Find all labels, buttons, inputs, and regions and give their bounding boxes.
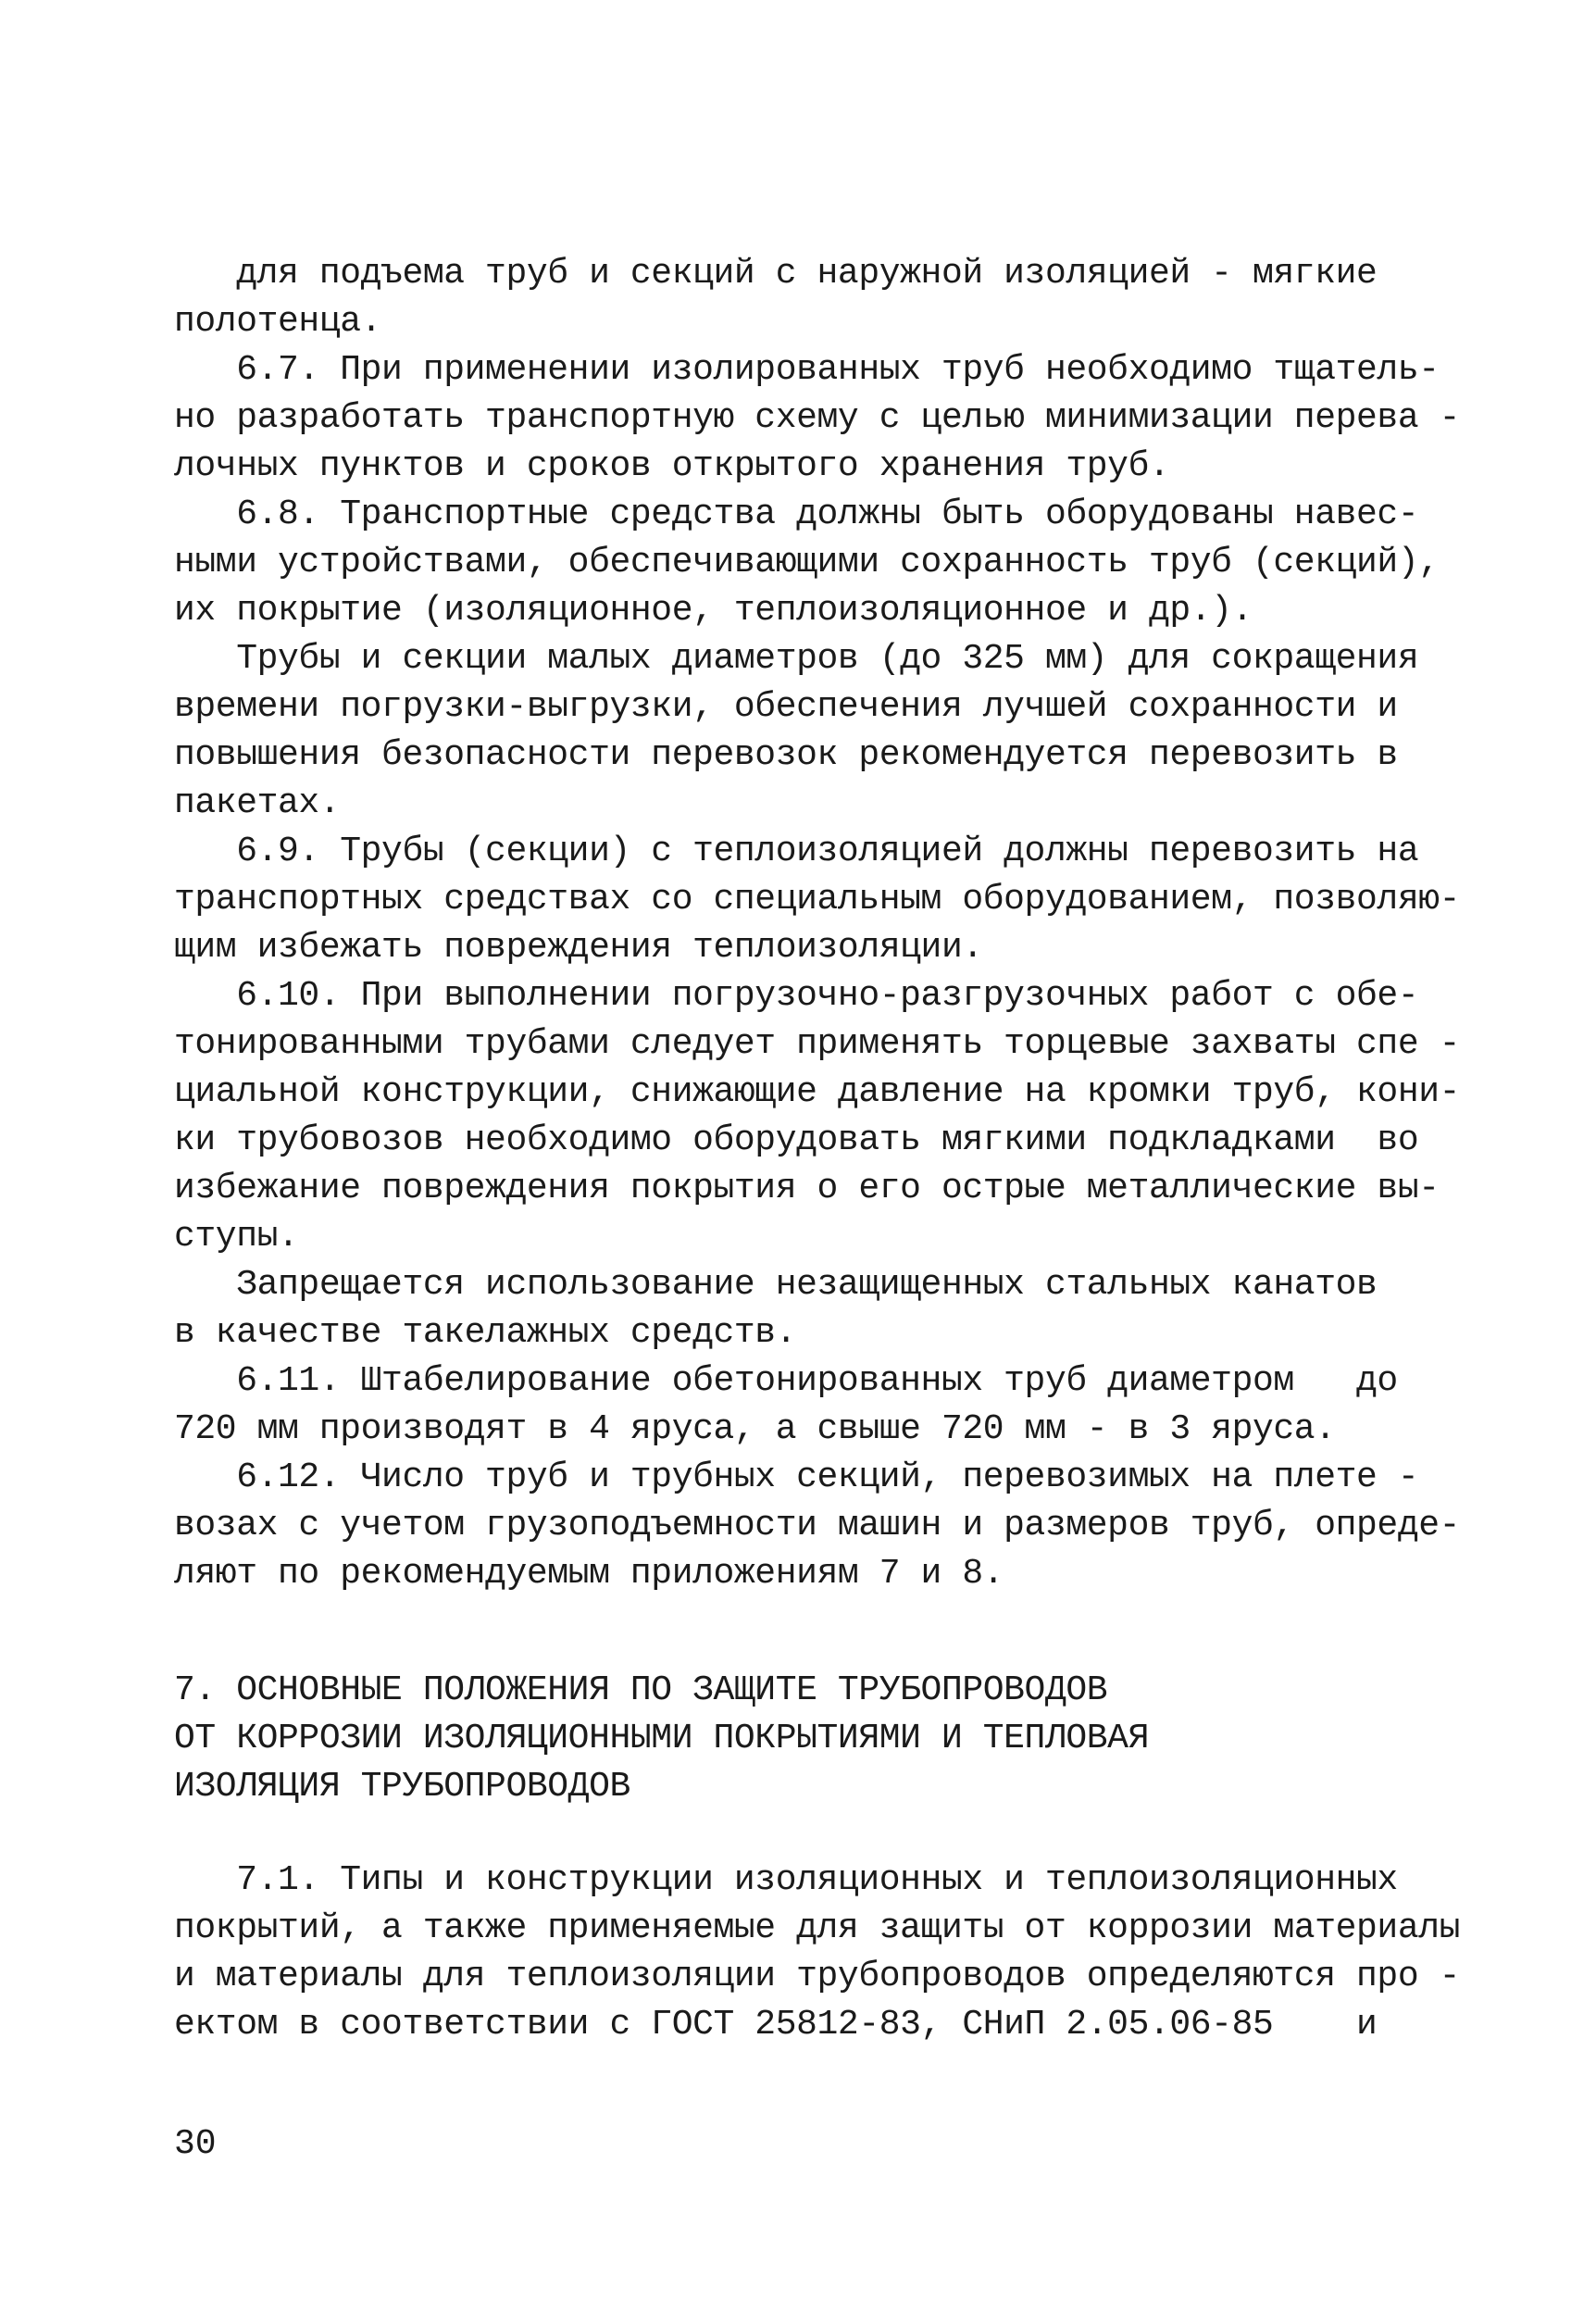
text-line: пакетах. [174,783,341,823]
text-line: Трубы и секции малых диаметров (до 325 мм) для сокращения [174,639,1419,679]
text-line: но разработать транспортную схему с целью минимизации перева - [174,398,1461,438]
text-line: щим избежать повреждения теплоизоляции. [174,928,983,968]
text-line: тонированными трубами следует применять торцевые захваты спе - [174,1024,1461,1064]
section-text [174,1857,1461,2049]
text-line: ными устройствами, обеспечивающими сохранность труб (секций), [174,543,1440,582]
text-line: ляют по рекомендуемым приложениям 7 и 8. [174,1554,1004,1594]
text-line: лочных пунктов и сроков открытого хранения труб. [174,446,1170,486]
text-line: и материалы для теплоизоляции трубопроводов определяются про - [174,1957,1461,1996]
text-line: 6.11. Штабелирование обетонированных труб диаметром до [174,1361,1398,1401]
section-heading [174,1667,1415,1811]
heading-line: 7. ОСНОВНЫЕ ПОЛОЖЕНИЯ ПО ЗАЩИТЕ ТРУБОПРОВОДОВ [174,1670,1108,1710]
text-line: в качестве такелажных средств. [174,1313,797,1353]
text-line: 7.1. Типы и конструкции изоляционных и теплоизоляционных [174,1860,1398,1900]
body-text [174,250,1461,1598]
text-line: 6.7. При применении изолированных труб необходимо тщатель- [174,350,1440,390]
heading-line: ИЗОЛЯЦИЯ ТРУБОПРОВОДОВ [174,1767,630,1807]
text-line: для подъема труб и секций с наружной изоляцией - мягкие [174,254,1378,294]
text-line: циальной конструкции, снижающие давление на кромки труб, кони- [174,1072,1461,1112]
text-line: ектом в соответствии с ГОСТ 25812-83, СНиП 2.05.06-85 и [174,2005,1378,2045]
text-line: Запрещается использование незащищенных стальных канатов [174,1265,1378,1305]
text-line: ступы. [174,1217,299,1257]
text-line: 6.10. При выполнении погрузочно-разгрузочных работ с обе- [174,976,1419,1016]
text-line: ки трубовозов необходимо оборудовать мягкими подкладками во [174,1120,1419,1160]
text-line: их покрытие (изоляционное, теплоизоляционное и др.). [174,591,1253,631]
page-number: 30 [174,2124,217,2164]
text-line: 720 мм производят в 4 яруса, а свыше 720 мм - в 3 яруса. [174,1409,1336,1449]
text-line: 6.8. Транспортные средства должны быть оборудованы навес- [174,494,1419,534]
text-line: времени погрузки-выгрузки, обеспечения лучшей сохранности и [174,687,1398,727]
text-line: 6.9. Трубы (секции) с теплоизоляцией должны перевозить на [174,832,1419,871]
text-line: полотенца. [174,302,382,342]
heading-line: ОТ КОРРОЗИИ ИЗОЛЯЦИОННЫМИ ПОКРЫТИЯМИ И ТЕПЛОВАЯ [174,1719,1149,1758]
text-line: покрытий, а также применяемые для защиты от коррозии материалы [174,1908,1461,1948]
text-line: повышения безопасности перевозок рекомендуется перевозить в [174,735,1398,775]
text-line: транспортных средствах со специальным оборудованием, позволяю- [174,880,1461,919]
text-line: возах с учетом грузоподъемности машин и размеров труб, опреде- [174,1506,1461,1545]
text-line: 6.12. Число труб и трубных секций, перевозимых на плете - [174,1457,1419,1497]
text-line: избежание повреждения покрытия о его острые металлические вы- [174,1169,1440,1208]
